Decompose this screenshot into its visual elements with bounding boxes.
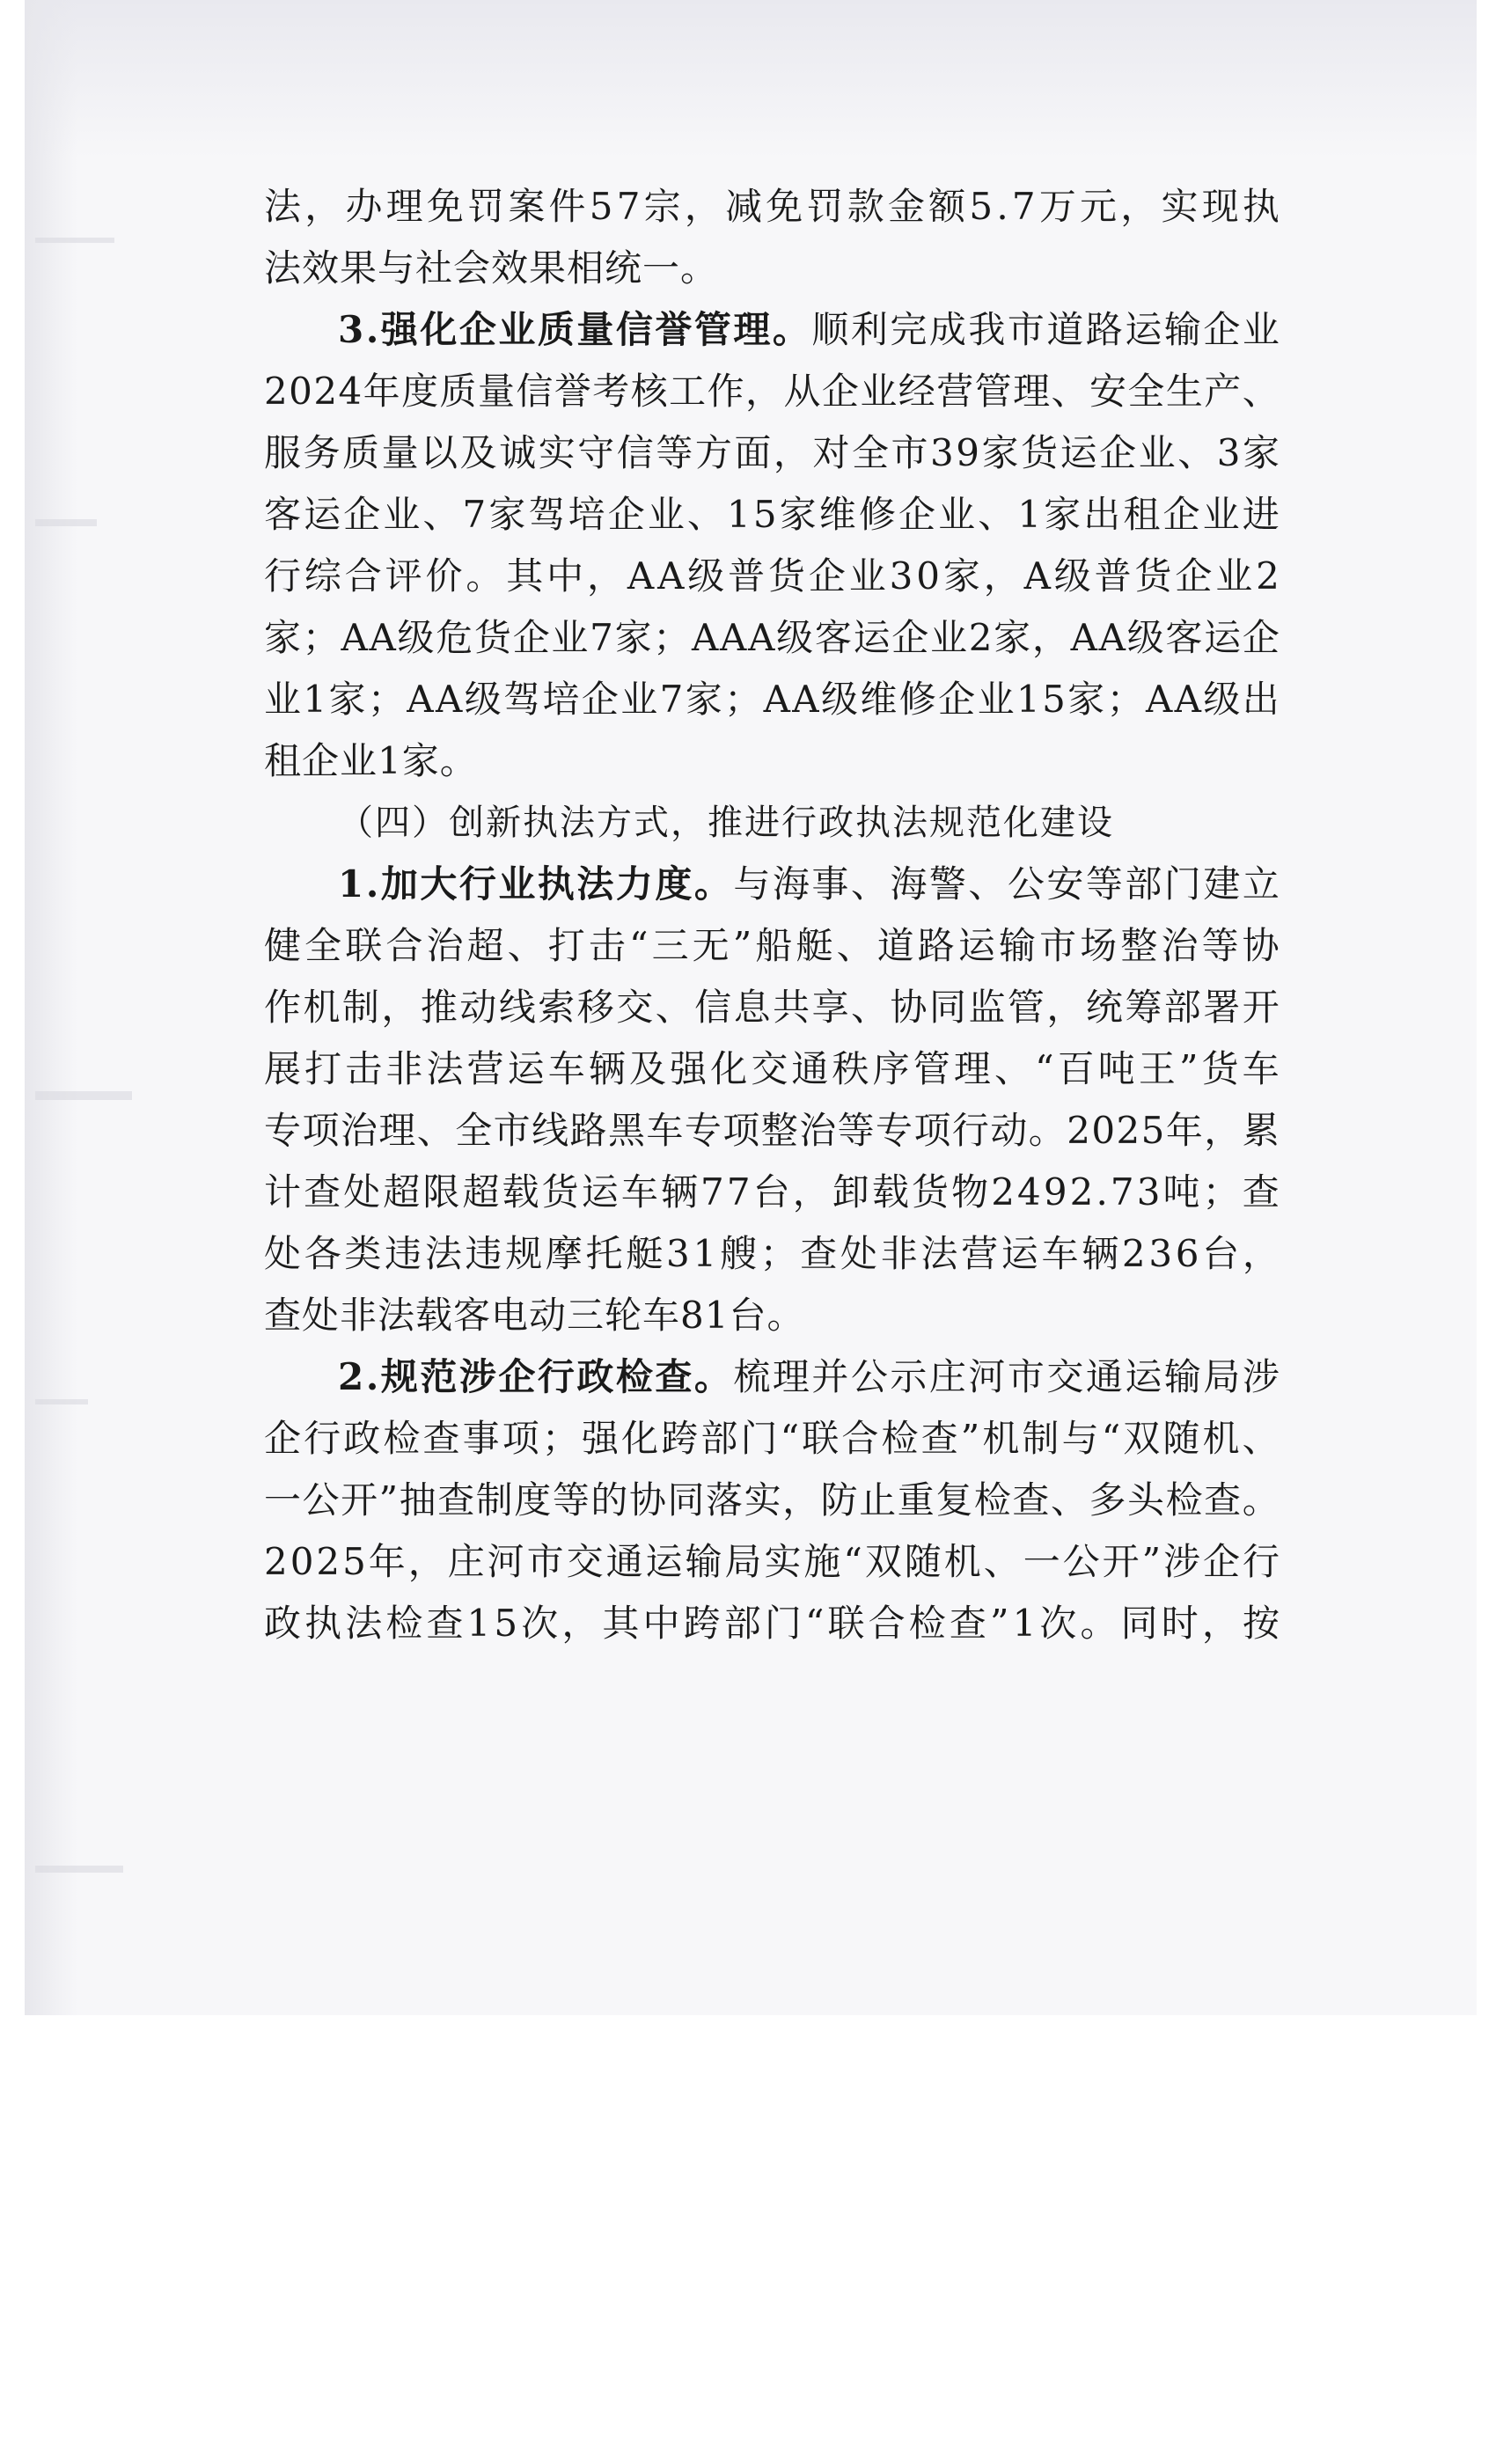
body-line: 处 各 类 违 法 违 规 摩 托 艇 3 1 艘 ； 查 处 非 法 营 运 车 辆 2 3 6 台 ， (264, 1232, 1280, 1275)
body-line: 业 1 家 ； A A 级 驾 培 企 业 7 家 ； A A 级 维 修 企 业 1 5 家 ； A A 级 出 (264, 678, 1280, 721)
body-line: 一 公 开 ” 抽 查 制 度 等 的 协 同 落 实 ， 防 止 重 复 检 查 、 多 头 检 查 。 (264, 1478, 1280, 1522)
body-line: 健 全 联 合 治 超 、 打 击 “ 三 无 ” 船 艇 、 道 路 运 输 市 场 整 治 等 协 (264, 924, 1280, 967)
body-line: 法 ， 办 理 免 罚 案 件 5 7 宗 ， 减 免 罚 款 金 额 5 . 7 万 元 ， 实 现 执 (264, 185, 1280, 228)
scan-left-shade (25, 0, 77, 2015)
scan-artifact (35, 1091, 132, 1100)
body-line: 法效果与社会效果相统一。 (264, 246, 719, 290)
scan-artifact (35, 1399, 88, 1404)
body-line: 客 运 企 业 、 7 家 驾 培 企 业 、 1 5 家 维 修 企 业 、 1 家 出 租 企 业 进 (264, 493, 1280, 536)
body-line: 行 综 合 评 价 。 其 中 ， A A 级 普 货 企 业 3 0 家 ， A 级 普 货 企 业 2 (264, 554, 1280, 598)
section-paragraph-start: 2 . 规 范 涉 企 行 政 检 查 。 梳 理 并 公 示 庄 河 市 交 通 运 输 局 涉 (338, 1355, 1280, 1398)
body-line: 专 项 治 理 、 全 市 线 路 黑 车 专 项 整 治 等 专 项 行 动 。 2 0 2 5 年 ， 累 (264, 1109, 1280, 1152)
document-body (264, 176, 1280, 1654)
scan-artifact (35, 519, 97, 526)
body-line: 2 0 2 4 年 度 质 量 信 誉 考 核 工 作 ， 从 企 业 经 营 管 理 、 安 全 生 产 、 (264, 370, 1280, 413)
body-line: 查处非法载客电动三轮车81台。 (264, 1294, 805, 1337)
section-paragraph-start: 1 . 加 大 行 业 执 法 力 度 。 与 海 事 、 海 警 、 公 安 等 部 门 建 立 (338, 862, 1280, 906)
scan-top-shade (25, 0, 1477, 158)
body-line: 2 0 2 5 年 ， 庄 河 市 交 通 运 输 局 实 施 “ 双 随 机 、 一 公 开 ” 涉 企 行 (264, 1540, 1280, 1583)
section-heading: （四）创新执法方式，推进行政执法规范化建设 (338, 803, 1114, 843)
body-line: 企 行 政 检 查 事 项 ； 强 化 跨 部 门 “ 联 合 检 查 ” 机 制 与 “ 双 随 机 、 (264, 1417, 1280, 1460)
body-line: 作 机 制 ， 推 动 线 索 移 交 、 信 息 共 享 、 协 同 监 管 ， 统 筹 部 署 开 (264, 986, 1280, 1029)
scan-artifact (35, 238, 114, 243)
body-line: 家 ； A A 级 危 货 企 业 7 家 ； A A A 级 客 运 企 业 2 家 ， A A 级 客 运 企 (264, 616, 1280, 659)
body-line: 服 务 质 量 以 及 诚 实 守 信 等 方 面 ， 对 全 市 3 9 家 货 运 企 业 、 3 家 (264, 431, 1280, 474)
section-paragraph-start: 3 . 强 化 企 业 质 量 信 誉 管 理 。 顺 利 完 成 我 市 道 路 运 输 企 业 (338, 308, 1280, 351)
body-line: 租企业1家。 (264, 739, 478, 782)
body-line: 展 打 击 非 法 营 运 车 辆 及 强 化 交 通 秩 序 管 理 、 “ 百 吨 王 ” 货 车 (264, 1047, 1280, 1090)
body-line: 政 执 法 检 查 1 5 次 ， 其 中 跨 部 门 “ 联 合 检 查 ” 1 次 。 同 时 ， 按 (264, 1602, 1280, 1645)
scan-artifact (35, 1866, 123, 1873)
body-line: 计 查 处 超 限 超 载 货 运 车 辆 7 7 台 ， 卸 载 货 物 2 4 9 2 . 7 3 吨 ； 查 (264, 1170, 1280, 1214)
